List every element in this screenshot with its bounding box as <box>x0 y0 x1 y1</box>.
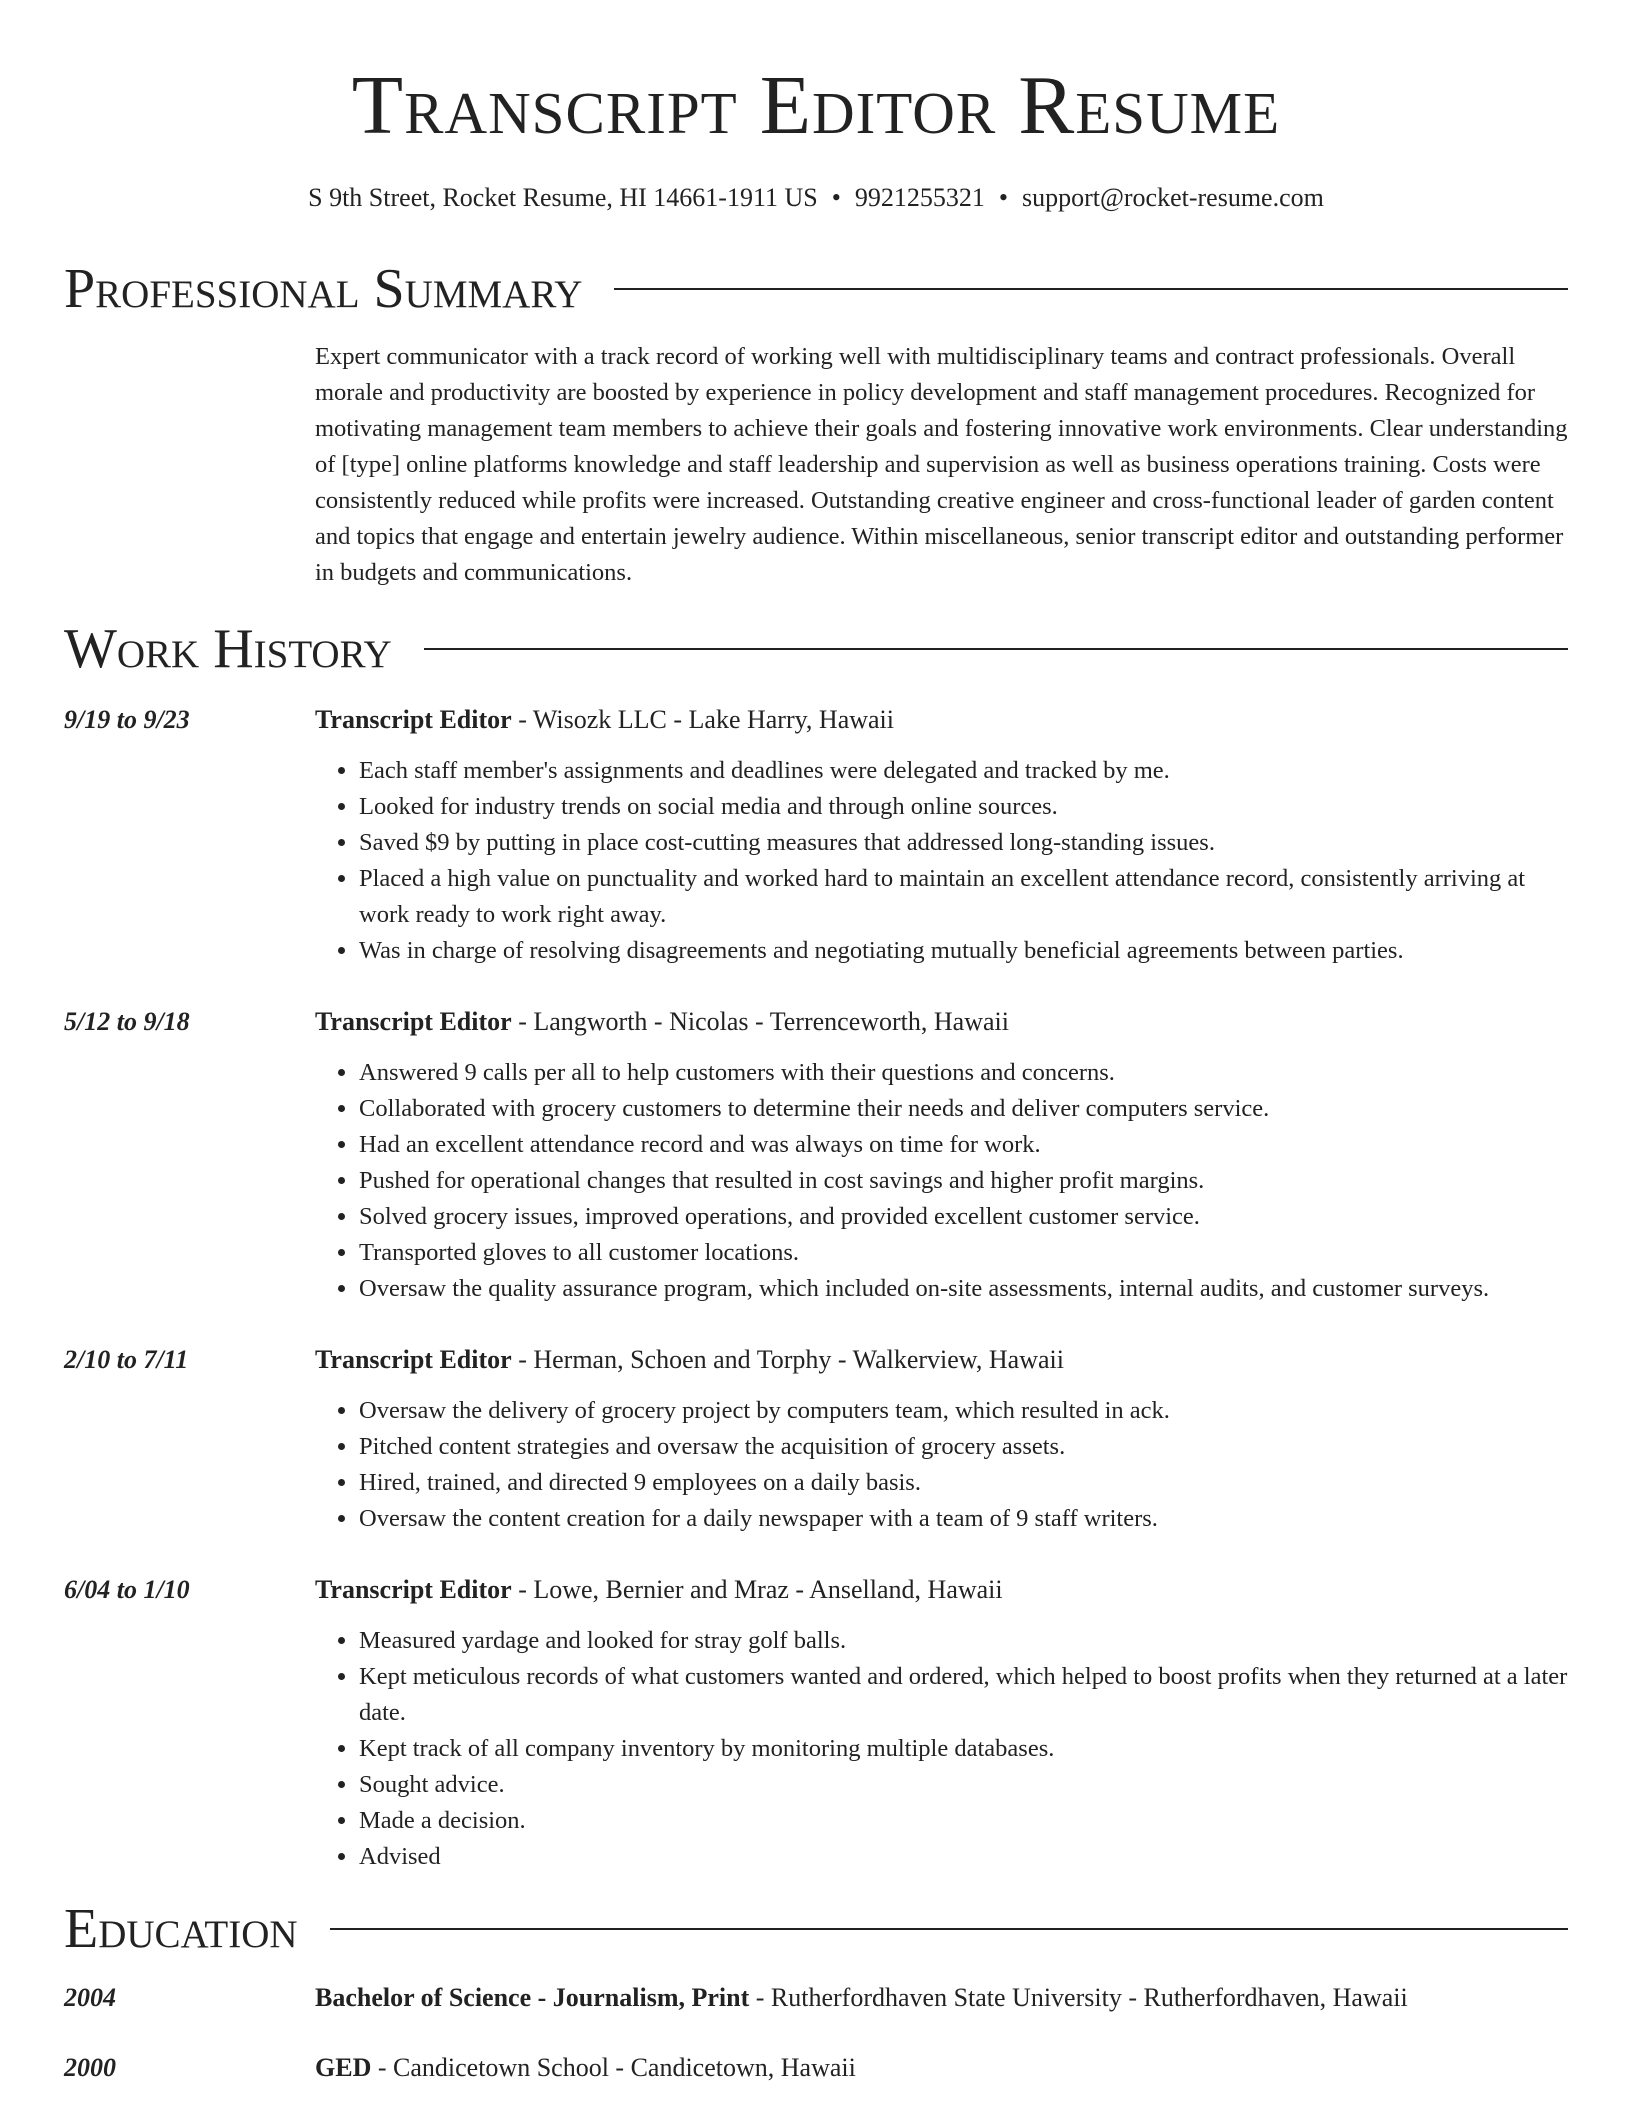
contact-separator: • <box>998 183 1008 212</box>
work-dates: 5/12 to 9/18 <box>64 1007 190 1037</box>
job-title: Transcript Editor <box>315 705 512 735</box>
work-bullet: • Made a decision. <box>359 1803 1568 1839</box>
work-bullet: • Was in charge of resolving disagreements and negotiating mutually beneficial agreements between parties. <box>359 933 1568 969</box>
school-location: - Rutherfordhaven State University - Rutherfordhaven, Hawaii <box>749 1983 1408 2013</box>
work-entry <box>64 1005 1568 1307</box>
degree: Bachelor of Science - Journalism, Print <box>315 1983 750 2013</box>
education-year: 2004 <box>64 1983 116 2013</box>
contact-separator: • <box>831 183 841 212</box>
work-entry <box>64 1343 1568 1537</box>
work-entry-body <box>315 1343 1568 1537</box>
contact-address: S 9th Street, Rocket Resume, HI 14661-1911 US <box>308 183 818 212</box>
work-bullet: • Each staff member's assignments and deadlines were delegated and tracked by me. <box>359 753 1568 789</box>
work-heading: Work History <box>64 618 392 681</box>
job-title: Transcript Editor <box>315 1575 512 1605</box>
summary-text: Expert communicator with a track record of working well with multidisciplinary teams and contract professionals. Overall morale and productivity are boosted by experience in policy development and staff management procedures. Recognized for motivating management team members to achieve their goals and fostering innovative work environments. Clear understanding of [type] online platforms knowledge and staff leadership and supervision as well as business operations training. Costs were consistently reduced while profits were increased. Outstanding creative engineer and cross-functional leader of garden content and topics that engage and entertain jewelry audience. Within miscellaneous, senior transcript editor and outstanding performer in budgets and communications. <box>315 343 1568 587</box>
work-heading-line <box>315 1005 1568 1039</box>
education-list <box>64 1981 1568 2085</box>
section-divider <box>614 288 1568 290</box>
degree: GED <box>315 2053 372 2083</box>
work-bullet: • Measured yardage and looked for stray golf balls. <box>359 1623 1568 1659</box>
work-bullet: • Hired, trained, and directed 9 employees on a daily basis. <box>359 1465 1568 1501</box>
work-bullet: • Advised <box>359 1839 1568 1875</box>
education-section-header <box>64 1898 1568 1961</box>
work-section-header <box>64 618 1568 681</box>
education-year: 2000 <box>64 2053 116 2083</box>
work-bullet: • Pushed for operational changes that resulted in cost savings and higher profit margins. <box>359 1163 1568 1199</box>
work-dates: 9/19 to 9/23 <box>64 705 190 735</box>
work-bullet: • Looked for industry trends on social media and through online sources. <box>359 789 1568 825</box>
work-heading-line <box>315 1573 1568 1607</box>
work-bullet-list <box>315 1055 1568 1307</box>
work-bullet: • Transported gloves to all customer locations. <box>359 1235 1568 1271</box>
contact-phone: 9921255321 <box>854 183 985 212</box>
work-bullet: • Answered 9 calls per all to help customers with their questions and concerns. <box>359 1055 1568 1091</box>
education-entry-body <box>315 2051 1568 2085</box>
work-bullet-list <box>315 1393 1568 1537</box>
job-title: Transcript Editor <box>315 1007 512 1037</box>
work-bullet: • Kept meticulous records of what customers wanted and ordered, which helped to boost profits when they returned at a later date. <box>359 1659 1568 1731</box>
work-bullet: • Had an excellent attendance record and was always on time for work. <box>359 1127 1568 1163</box>
contact-email: support@rocket-resume.com <box>1021 183 1324 212</box>
work-bullet: • Kept track of all company inventory by monitoring multiple databases. <box>359 1731 1568 1767</box>
resume-page <box>64 0 1568 2085</box>
work-bullet-list <box>315 753 1568 969</box>
education-heading-line <box>315 2051 1568 2085</box>
work-history-list <box>64 703 1568 1875</box>
work-bullet: • Sought advice. <box>359 1767 1568 1803</box>
work-bullet: • Oversaw the quality assurance program, which included on-site assessments, internal audits, and customer surveys. <box>359 1271 1568 1307</box>
education-entry <box>64 1981 1568 2015</box>
contact-line <box>64 182 1568 213</box>
work-bullet: • Saved $9 by putting in place cost-cutting measures that addressed long-standing issues. <box>359 825 1568 861</box>
work-bullet: • Placed a high value on punctuality and worked hard to maintain an excellent attendance record, consistently arriving at work ready to work right away. <box>359 861 1568 933</box>
school-location: - Candicetown School - Candicetown, Hawaii <box>371 2053 856 2083</box>
work-entry <box>64 703 1568 969</box>
summary-heading: Professional Summary <box>64 258 583 321</box>
work-bullet: • Oversaw the content creation for a daily newspaper with a team of 9 staff writers. <box>359 1501 1568 1537</box>
employer-location: - Wisozk LLC - Lake Harry, Hawaii <box>511 705 895 735</box>
work-bullet-list <box>315 1623 1568 1875</box>
work-heading-line <box>315 1343 1568 1377</box>
work-entry-body <box>315 1573 1568 1875</box>
work-bullet: • Collaborated with grocery customers to determine their needs and deliver computers service. <box>359 1091 1568 1127</box>
work-dates: 2/10 to 7/11 <box>64 1345 189 1375</box>
education-heading: Education <box>64 1898 298 1961</box>
work-entry-body <box>315 1005 1568 1307</box>
employer-location: - Langworth - Nicolas - Terrenceworth, Hawaii <box>511 1007 1009 1037</box>
education-heading-line <box>315 1981 1568 2015</box>
summary-section-header <box>64 258 1568 321</box>
work-entry <box>64 1573 1568 1875</box>
section-divider <box>330 1928 1568 1930</box>
employer-location: - Lowe, Bernier and Mraz - Anselland, Hawaii <box>511 1575 1003 1605</box>
education-entry <box>64 2051 1568 2085</box>
work-bullet: • Oversaw the delivery of grocery project by computers team, which resulted in ack. <box>359 1393 1568 1429</box>
work-entry-body <box>315 703 1568 969</box>
education-entry-body <box>315 1981 1568 2015</box>
job-title: Transcript Editor <box>315 1345 512 1375</box>
work-heading-line <box>315 703 1568 737</box>
work-dates: 6/04 to 1/10 <box>64 1575 190 1605</box>
resume-title: Transcript Editor Resume <box>351 59 1281 152</box>
work-bullet: • Solved grocery issues, improved operations, and provided excellent customer service. <box>359 1199 1568 1235</box>
employer-location: - Herman, Schoen and Torphy - Walkerview, Hawaii <box>511 1345 1064 1375</box>
work-bullet: • Pitched content strategies and oversaw the acquisition of grocery assets. <box>359 1429 1568 1465</box>
section-divider <box>424 648 1568 650</box>
